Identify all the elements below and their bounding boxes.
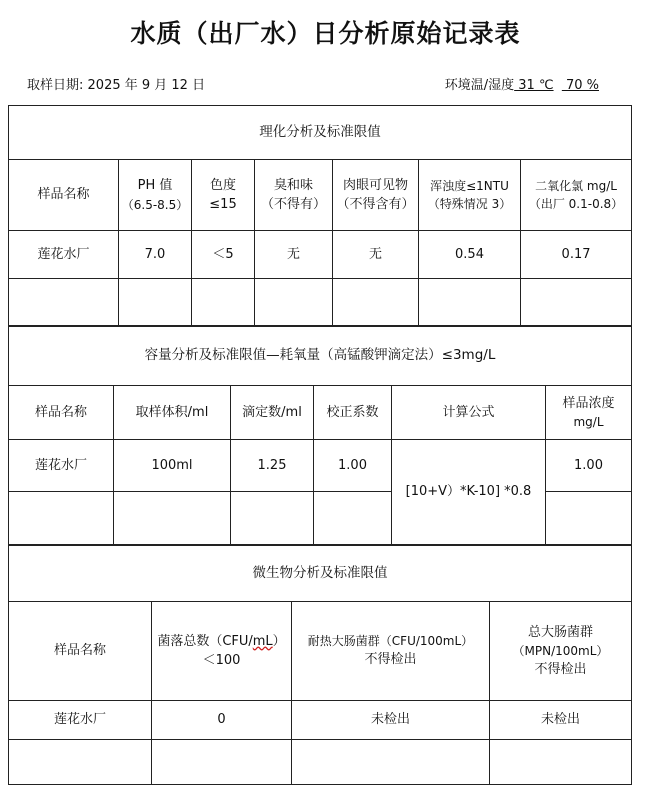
empty-cell (255, 279, 333, 327)
header-color-name: 色度 (209, 177, 236, 193)
header-odor (255, 160, 333, 231)
header-thermo-name: 耐热大肠菌群（CFU/100mL） (307, 634, 474, 649)
header-volume: 取样体积/ml (114, 386, 231, 440)
header-turbidity (419, 160, 521, 231)
micro-section-title: 微生物分析及标准限值 (9, 546, 632, 602)
colony-text-unit: mL (252, 633, 273, 649)
date-value: 2025 年 9 月 12 日 (87, 78, 206, 93)
empty-cell (521, 279, 632, 327)
empty-cell (9, 740, 152, 785)
empty-cell (119, 279, 192, 327)
header-ph (119, 160, 192, 231)
cell-thermo: 未检出 (292, 701, 490, 740)
empty-cell (314, 492, 392, 545)
header-concentration (546, 386, 632, 440)
env-temp-humidity (445, 74, 599, 93)
header-colony-limit: ＜100 (202, 653, 241, 668)
cell-chlorine: 0.17 (521, 231, 632, 279)
cell-colony: 0 (152, 701, 292, 740)
cell-ph: 7.0 (119, 231, 192, 279)
empty-cell (9, 279, 119, 327)
cell-sample: 莲花水厂 (9, 440, 114, 492)
header-formula: 计算公式 (392, 386, 546, 440)
cell-turbidity: 0.54 (419, 231, 521, 279)
cell-visible: 无 (333, 231, 419, 279)
table-row-empty (9, 740, 632, 785)
empty-cell (292, 740, 490, 785)
header-sample-name: 样品名称 (9, 160, 119, 231)
cell-sample: 莲花水厂 (9, 231, 119, 279)
header-total-coliform (490, 602, 632, 701)
header-visible-name: 肉眼可见物 (342, 177, 408, 193)
volumetric-table (8, 325, 632, 545)
header-thermo-coliform (292, 602, 490, 701)
header-chlorine-name: 二氧化氯 mg/L (535, 179, 617, 193)
physchem-section-title: 理化分析及标准限值 (9, 106, 632, 160)
cell-factor: 1.00 (314, 440, 392, 492)
header-turbidity-limit: （特殊情况 3） (427, 197, 512, 211)
humidity-value: 70 % (561, 78, 599, 93)
header-odor-limit: （不得有） (260, 197, 326, 212)
header-colony-count (152, 602, 292, 701)
header-sample-name: 样品名称 (9, 386, 114, 440)
header-colony-name (154, 632, 289, 652)
header-conc-unit: mg/L (573, 415, 604, 430)
volumetric-section-title: 容量分析及标准限值—耗氧量（高锰酸钾滴定法）≤3mg/L (9, 326, 632, 386)
empty-cell (231, 492, 314, 545)
empty-cell (490, 740, 632, 785)
header-factor: 校正系数 (314, 386, 392, 440)
empty-cell (114, 492, 231, 545)
page-title: 水质（出厂水）日分析原始记录表 (130, 19, 521, 48)
temp-value: 31 ℃ (514, 78, 554, 93)
header-chlorine-limit: （出厂 0.1-0.8） (528, 197, 624, 211)
cell-coliform: 未检出 (490, 701, 632, 740)
header-coliform-name: 总大肠菌群 (527, 624, 593, 640)
colony-text-a: 菌落总数（CFU/ (157, 633, 253, 649)
table-row (9, 440, 632, 492)
header-ph-name: PH 值 (137, 178, 173, 194)
header-titration: 滴定数/ml (231, 386, 314, 440)
header-chlorine-dioxide (521, 160, 632, 231)
env-label: 环境温/湿度 (444, 78, 515, 93)
header-sample-name: 样品名称 (9, 602, 152, 701)
header-visible-limit: （不得含有） (336, 197, 415, 212)
cell-odor: 无 (255, 231, 333, 279)
empty-cell (9, 492, 114, 545)
date-label: 取样日期: (27, 78, 84, 93)
header-conc-name: 样品浓度 (562, 395, 615, 411)
empty-cell (419, 279, 521, 327)
cell-concentration: 1.00 (546, 440, 632, 492)
header-color-limit: ≤15 (209, 197, 237, 212)
cell-titration: 1.25 (231, 440, 314, 492)
header-ph-limit: （6.5-8.5） (121, 197, 189, 212)
header-odor-name: 臭和味 (273, 177, 313, 193)
empty-cell (546, 492, 632, 545)
table-row-empty (9, 279, 632, 327)
empty-cell (192, 279, 255, 327)
colony-text-c: ） (272, 633, 286, 649)
header-visible-matter (333, 160, 419, 231)
sampling-date (27, 74, 205, 93)
header-turbidity-name: 浑浊度≤1NTU (430, 179, 509, 193)
empty-cell (152, 740, 292, 785)
table-row (9, 701, 632, 740)
header-coliform-unit: （MPN/100mL） (512, 644, 609, 658)
cell-color: ＜5 (192, 231, 255, 279)
header-thermo-limit: 不得检出 (364, 652, 417, 668)
cell-sample: 莲花水厂 (9, 701, 152, 740)
physchem-table (8, 105, 632, 327)
header-coliform-limit: 不得检出 (534, 662, 587, 677)
header-color (192, 160, 255, 231)
table-row (9, 231, 632, 279)
cell-volume: 100ml (114, 440, 231, 492)
empty-cell (333, 279, 419, 327)
cell-formula: [10+V）*K-10] *0.8 (392, 440, 546, 545)
micro-table (8, 545, 632, 785)
